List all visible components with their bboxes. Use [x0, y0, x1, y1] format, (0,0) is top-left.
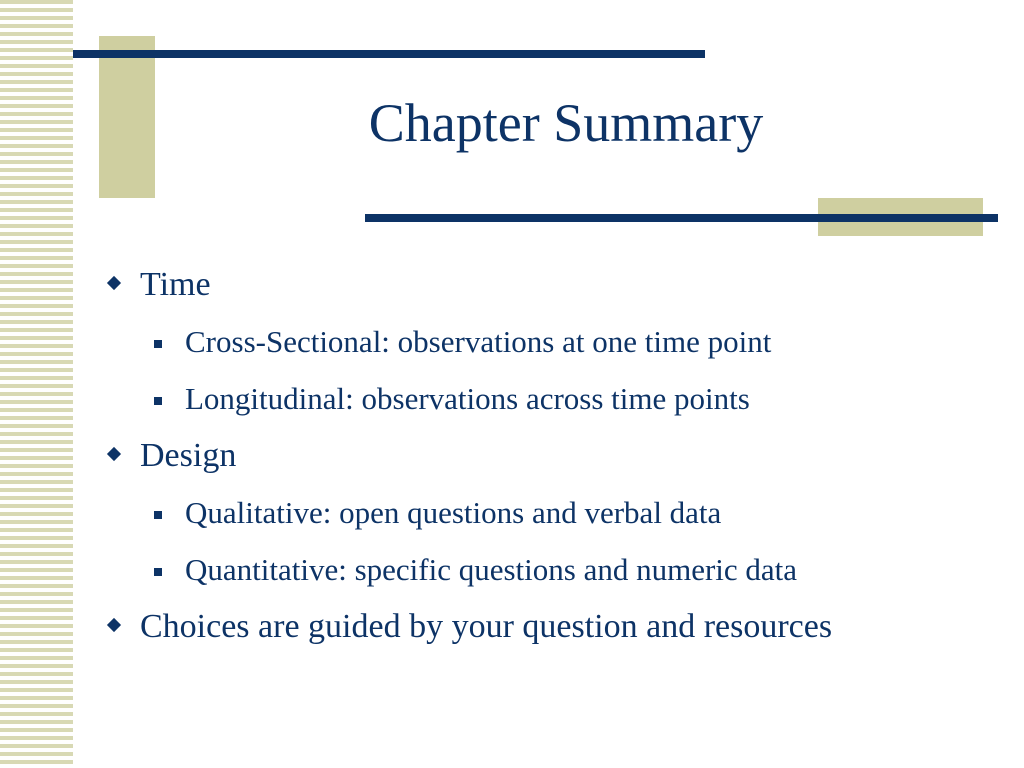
- decorative-tan-block-top: [99, 36, 155, 198]
- bullet-item-choices: [100, 598, 1000, 655]
- bullet-list: [100, 256, 1000, 655]
- decorative-navy-rule-top: [73, 50, 705, 58]
- diamond-bullet-icon: [107, 276, 121, 290]
- square-bullet-icon: [154, 568, 162, 576]
- bullet-text: Longitudinal: observations across time points: [185, 380, 750, 416]
- square-bullet-icon: [154, 511, 162, 519]
- diamond-bullet-icon: [107, 447, 121, 461]
- bullet-text: Cross-Sectional: observations at one time point: [185, 323, 772, 359]
- bullet-text: Choices are guided by your question and resources: [140, 607, 833, 645]
- bullet-item-design: [100, 427, 1000, 484]
- slide-title: Chapter Summary: [368, 93, 764, 153]
- sub-bullet-item-qualitative: [100, 484, 1000, 541]
- bullet-text: Qualitative: open questions and verbal data: [185, 494, 722, 530]
- square-bullet-icon: [154, 397, 162, 405]
- sub-bullet-item-quantitative: [100, 541, 1000, 598]
- diamond-bullet-icon: [107, 618, 121, 632]
- bullet-text: Time: [140, 265, 211, 303]
- sub-bullet-item-longitudinal: [100, 370, 1000, 427]
- bullet-text: Quantitative: specific questions and numeric data: [185, 551, 798, 587]
- bullet-item-time: [100, 256, 1000, 313]
- bullet-text: Design: [140, 436, 237, 474]
- decorative-stripe-band: [0, 0, 73, 768]
- sub-bullet-item-cross-sectional: [100, 313, 1000, 370]
- decorative-navy-rule-bottom: [365, 214, 998, 222]
- square-bullet-icon: [154, 340, 162, 348]
